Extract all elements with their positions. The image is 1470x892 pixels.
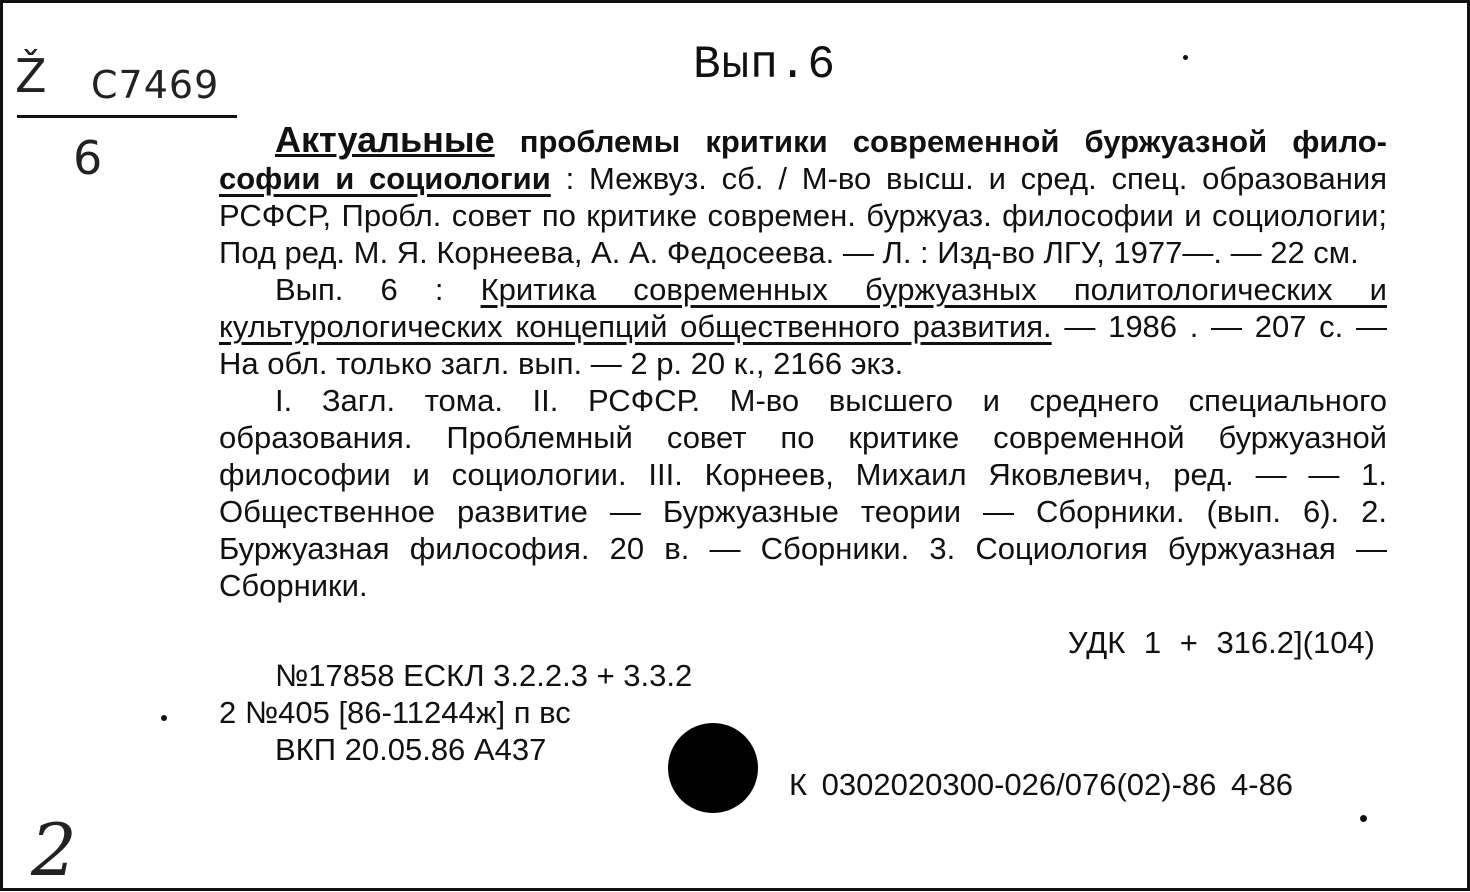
udk-code: УДК 1 + 316.2](104) xyxy=(1067,625,1375,660)
catalog-line-3: ВКП 20.05.86 А437 xyxy=(275,732,547,767)
entry-title-rest-a: проблемы критики современной буржуазной фило- xyxy=(519,124,1387,159)
volume-prefix: Вып. 6 : xyxy=(275,272,481,307)
print-speck xyxy=(161,715,167,721)
punched-hole-dot xyxy=(668,723,758,813)
card-code-line: К 0302020300-026/076(02)-86 4-86 xyxy=(789,767,1294,802)
shelf-mark-number: C7469 xyxy=(91,63,220,107)
catalog-line-1: №17858 ЕСКЛ 3.2.2.3 + 3.3.2 xyxy=(275,658,693,693)
catalog-line-2: 2 №405 [86-11244ж] п вс xyxy=(219,695,571,730)
volume-paragraph xyxy=(219,271,1387,382)
card-heading: Вып.6 xyxy=(693,39,837,91)
volume-title: Критика современных буржуазных политологических и культурологических концепций общественного развития. xyxy=(219,272,1387,344)
volume-details: — 1986 . — 207 с. — На обл. только загл. вып. — 2 р. 20 к., 2166 экз. xyxy=(219,309,1387,381)
handwritten-volume-digit: 6 xyxy=(73,131,103,185)
shelf-mark-underline xyxy=(17,115,237,118)
handwritten-corner-digit: 2 xyxy=(31,808,77,892)
catalog-numbers xyxy=(219,657,692,768)
entry-title-first-word: Актуальные xyxy=(275,119,495,160)
print-speck xyxy=(1360,815,1367,822)
entry-title-rest-b: софии и социологии xyxy=(219,161,551,196)
card-body xyxy=(219,121,1387,604)
shelf-mark-letter: Ž xyxy=(15,49,47,103)
print-speck xyxy=(1183,55,1188,60)
tracings-paragraph: I. Загл. тома. II. РСФСР. М-во высшего и среднего специального образования. Проблемный совет по критике современной буржуазной философии и социологии. III. Корнеев, Михаил Яковлевич, ред. — — 1. Общественное развитие — Буржуазные теории — Сборники. (вып. 6). 2. Буржуазная философия. 20 в. — Сборники. 3. Социология буржуазная — Сборники. xyxy=(219,383,1387,603)
entry-main-paragraph xyxy=(219,121,1387,271)
entry-imprint: : Межвуз. сб. / М-во высш. и сред. спец. образования РСФСР, Пробл. совет по критике современ. буржуаз. философии и социологии; Под ред. М. Я. Корнеева, А. А. Федосеева. — Л. : Изд-во ЛГУ, 1977—. — 22 см. xyxy=(219,161,1387,270)
